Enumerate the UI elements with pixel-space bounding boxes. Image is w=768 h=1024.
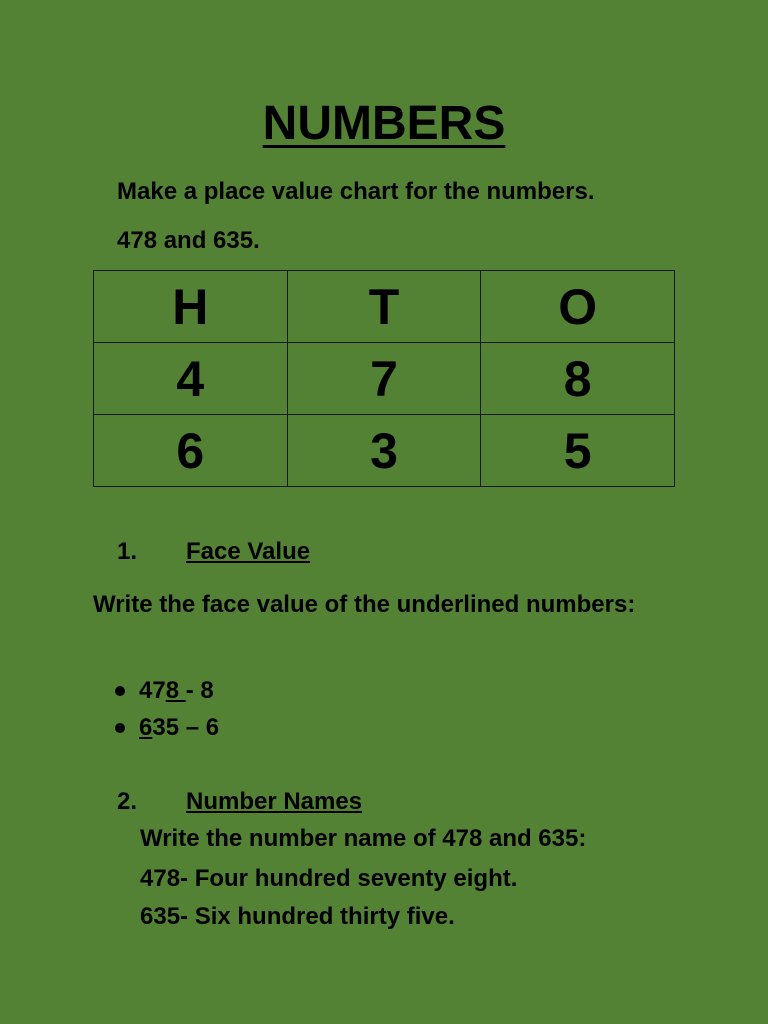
section2-title: Number Names	[186, 788, 363, 815]
section2-instruction: Write the number name of 478 and 635:	[140, 825, 587, 852]
list-item	[93, 672, 219, 709]
item-text-after: - 8	[185, 677, 214, 704]
intro-instruction: Make a place value chart for the numbers.	[117, 178, 595, 205]
list-item	[93, 709, 219, 746]
page-title: NUMBERS	[262, 97, 506, 150]
section1-instruction: Write the face value of the underlined numbers:	[93, 591, 636, 618]
header-tens: T	[287, 271, 481, 343]
header-ones: O	[481, 271, 675, 343]
section1-number: 1.	[117, 538, 138, 565]
place-value-table	[93, 270, 675, 487]
table-row	[94, 343, 675, 415]
item-text-underlined: 6	[139, 714, 153, 741]
table-cell: 5	[481, 415, 675, 487]
item-text-before: 47	[139, 677, 166, 704]
item-text-underlined: 8	[165, 677, 186, 704]
table-cell: 8	[481, 343, 675, 415]
intro-numbers: 478 and 635.	[117, 227, 260, 254]
section1-title: Face Value	[186, 538, 311, 565]
table-cell: 4	[94, 343, 288, 415]
header-hundreds: H	[94, 271, 288, 343]
table-cell: 3	[287, 415, 481, 487]
table-row	[94, 415, 675, 487]
item-text-after: 35 – 6	[152, 714, 220, 741]
table-cell: 6	[94, 415, 288, 487]
table-cell: 7	[287, 343, 481, 415]
table-header-row	[94, 271, 675, 343]
number-name-answer: 478- Four hundred seventy eight.	[140, 865, 518, 892]
bullet-icon	[115, 723, 125, 733]
bullet-icon	[115, 686, 125, 696]
face-value-list	[93, 672, 219, 746]
section2-number: 2.	[117, 788, 138, 815]
number-name-answer: 635- Six hundred thirty five.	[140, 903, 455, 930]
